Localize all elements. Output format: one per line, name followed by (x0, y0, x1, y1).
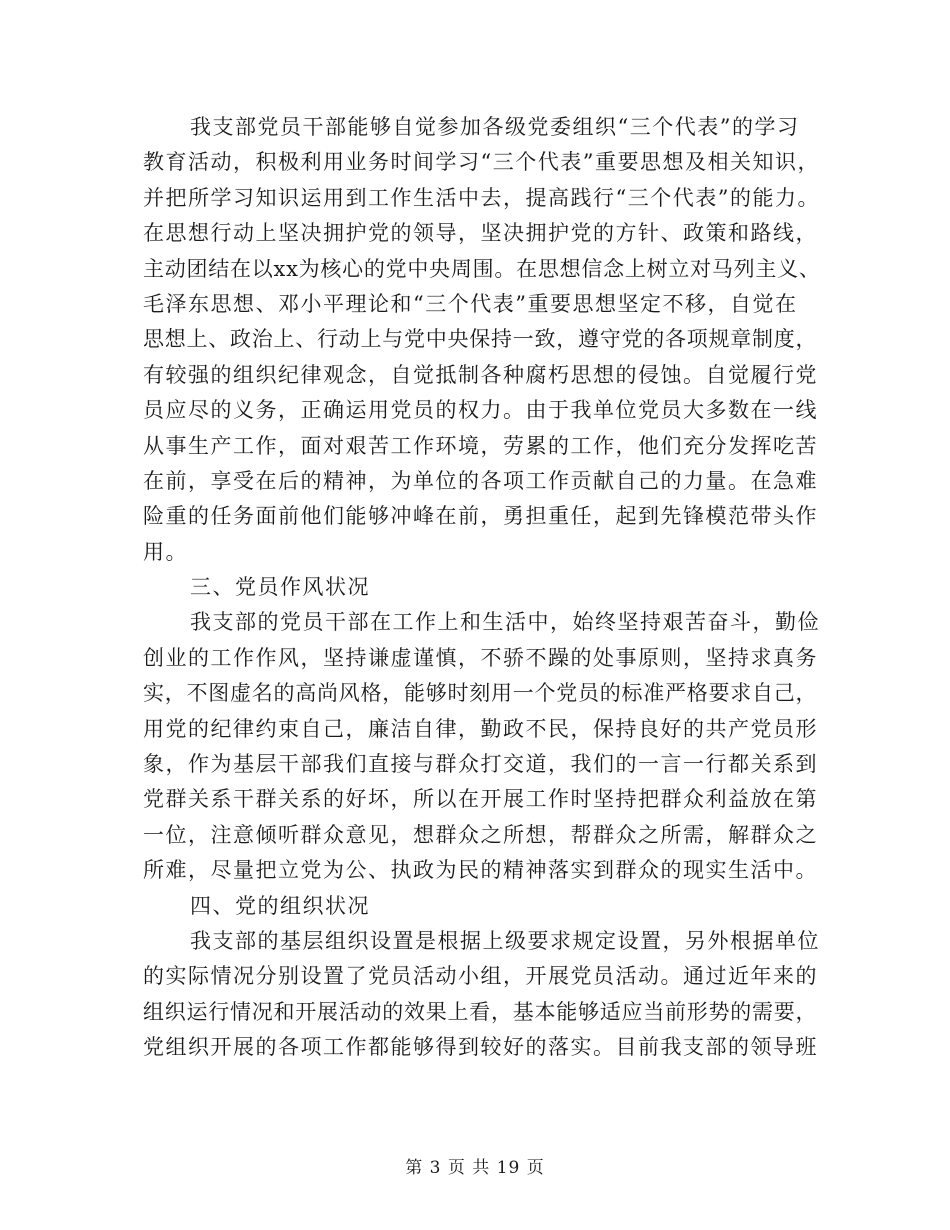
text-line: 员应尽的义务，正确运用党员的权力。由于我单位党员大多数在一线 (143, 398, 818, 423)
text-line: 主动团结在以xx为核心的党中央周围。在思想信念上树立对马列主义、 (143, 256, 821, 281)
text-line: 用。 (143, 539, 188, 564)
text-line: 实，不图虚名的高尚风格，能够时刻用一个党员的标准严格要求自己， (143, 681, 818, 706)
text-line: 教育活动，积极利用业务时间学习“三个代表”重要思想及相关知识， (143, 150, 820, 175)
text-line: 在前，享受在后的精神，为单位的各项工作贡献自己的力量。在急难 (143, 468, 818, 493)
text-line: 组织运行情况和开展活动的效果上看，基本能够适应当前形势的需要， (143, 999, 818, 1024)
document-body (143, 110, 823, 1066)
text-line: 象，作为基层干部我们直接与群众打交道，我们的一言一行都关系到 (143, 752, 818, 777)
text-line: 用党的纪律约束自己，廉洁自律，勤政不民，保持良好的共产党员形 (143, 716, 818, 741)
text-line: 我支部党员干部能够自觉参加各级党委组织“三个代表”的学习 (190, 115, 800, 139)
text-line: 党群关系干群关系的好坏，所以在开展工作时坚持把群众利益放在第 (143, 787, 818, 812)
text-line: 创业的工作作风，坚持谦虚谨慎，不骄不躁的处事原则，坚持求真务 (143, 645, 818, 670)
text-line: 从事生产工作，面对艰苦工作环境，劳累的工作，他们充分发挥吃苦 (143, 433, 818, 458)
text-line: 险重的任务面前他们能够冲峰在前，勇担重任，起到先锋模范带头作 (143, 504, 818, 529)
text-line: 有较强的组织纪律观念，自觉抵制各种腐朽思想的侵蚀。自觉履行党 (143, 362, 818, 387)
text-line: 党组织开展的各项工作都能够得到较好的落实。目前我支部的领导班 (143, 1035, 818, 1060)
text-line: 毛泽东思想、邓小平理论和“三个代表”重要思想坚定不移，自觉在 (143, 291, 798, 316)
text-line: 思想上、政治上、行动上与党中央保持一致，遵守党的各项规章制度， (143, 327, 818, 352)
text-line: 我支部的党员干部在工作上和生活中，始终坚持艰苦奋斗，勤俭 (190, 610, 820, 635)
text-line: 三、党员作风状况 (190, 575, 370, 600)
text-line: 四、党的组织状况 (190, 893, 370, 918)
text-line: 我支部的基层组织设置是根据上级要求规定设置，另外根据单位 (190, 928, 820, 953)
text-line: 在思想行动上坚决拥护党的领导，坚决拥护党的方针、政策和路线， (143, 221, 818, 246)
text-line: 并把所学习知识运用到工作生活中去，提高践行“三个代表”的能力。 (143, 185, 820, 210)
page-number-footer: 第 3 页 共 19 页 (405, 1158, 545, 1178)
text-line: 一位，注意倾听群众意见，想群众之所想，帮群众之所需，解群众之 (143, 822, 818, 847)
text-line: 的实际情况分别设置了党员活动小组，开展党员活动。通过近年来的 (143, 964, 818, 989)
text-line: 所难，尽量把立党为公、执政为民的精神落实到群众的现实生活中。 (143, 858, 818, 883)
